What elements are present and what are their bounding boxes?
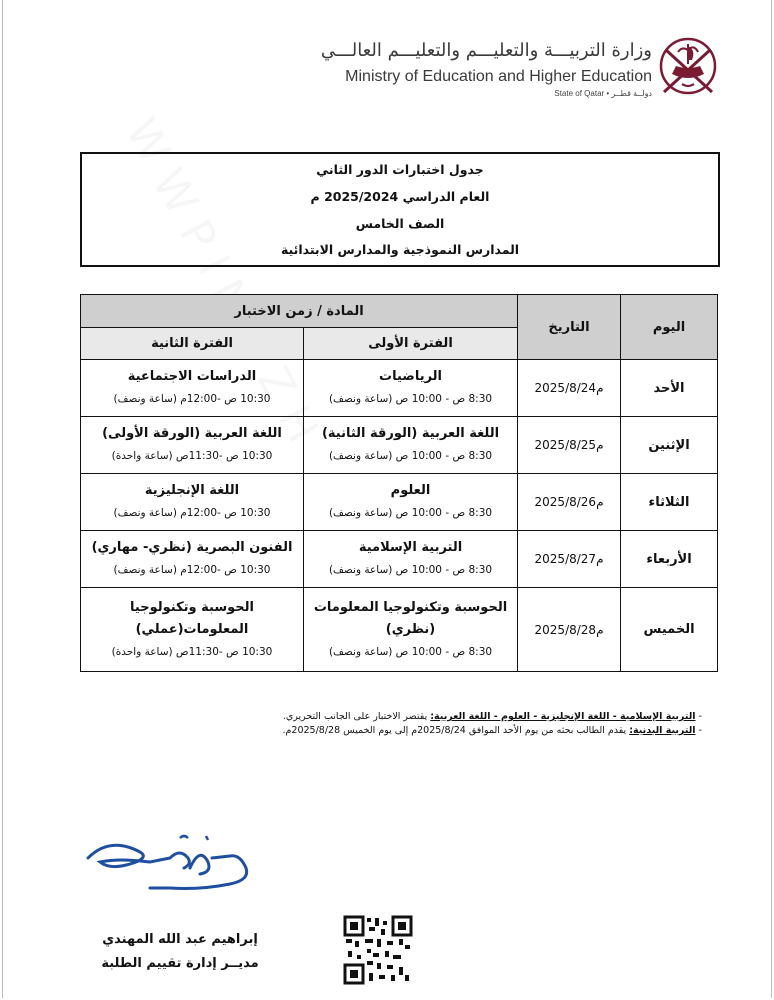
second-period-cell (81, 588, 304, 672)
schedule-title: جدول اختبارات الدور الثاني (316, 162, 484, 177)
note-text: يقدم الطالب بحثه من يوم الأحد الموافق 2025/8/24م إلى يوم الخميس 2025/8/28م. (282, 725, 630, 736)
first-period-cell (304, 588, 518, 672)
date-cell: 2025/8/27م (518, 531, 621, 588)
day-cell: الإثنين (621, 417, 718, 474)
day-cell: الأربعاء (621, 531, 718, 588)
exam-time: 8:30 ص - 10:00 ص (ساعة ونصف) (328, 507, 493, 519)
subject-name: التربية الإسلامية (358, 540, 463, 555)
note-subjects: التربية الإسلامية - اللغة الإنجليزية - العلوم - اللغة العربية: (430, 711, 696, 722)
exam-time: 10:30 ص -11:30ص (ساعة واحدة) (111, 645, 273, 658)
table-row (81, 588, 718, 672)
subject-name: اللغة الإنجليزية (144, 483, 240, 498)
header-second-period: الفترة الثانية (81, 328, 304, 360)
subject-note: (نظري) (385, 621, 436, 637)
header-date: التاريخ (518, 295, 621, 360)
exam-time: 10:30 ص -11:30ص (ساعة واحدة) (111, 450, 273, 462)
date-cell: 2025/8/25م (518, 417, 621, 474)
signatory-title: مديــر إدارة تقييم الطلبة (101, 956, 259, 971)
subject-name: الحوسبة وتكنولوجيا المعلومات (313, 599, 508, 615)
exam-time: 8:30 ص - 10:00 ص (ساعة ونصف) (328, 450, 493, 462)
exam-title-box (80, 152, 720, 267)
exam-time: 10:30 ص -12:00م (ساعة ونصف) (113, 393, 271, 405)
day-cell: الثلاثاء (621, 474, 718, 531)
academic-year: العام الدراسي 2025/2024 م (310, 189, 490, 204)
note-text: يقتصر الاختبار على الجانب التحريري. (282, 711, 431, 722)
exam-time: 8:30 ص - 10:00 ص (ساعة ونصف) (328, 645, 493, 658)
note-written-exam: - التربية الإسلامية - اللغة الإنجليزية - العلوم - اللغة العربية: يقتصر الاختبار على الجانب التحريري. (282, 711, 702, 722)
second-period-cell (81, 531, 304, 588)
second-period-cell (81, 360, 304, 417)
date-cell: 2025/8/28م (518, 588, 621, 672)
qatar-emblem-icon (652, 30, 724, 102)
exam-schedule-table (80, 294, 718, 672)
signatory-name: إبراهيم عبد الله المهندي (102, 932, 258, 947)
header-subject-time: المادة / زمن الاختبار (81, 295, 518, 328)
header-day: اليوم (621, 295, 718, 360)
table-row (81, 417, 718, 474)
exam-time: 8:30 ص - 10:00 ص (ساعة ونصف) (328, 393, 493, 405)
qr-code-icon (343, 915, 413, 985)
first-period-cell (304, 474, 518, 531)
second-period-cell (81, 417, 304, 474)
signature-icon (80, 828, 260, 900)
notes (283, 710, 702, 738)
state-label: State of Qatar • دولــة قطــر (554, 89, 652, 98)
subject-name: الفنون البصرية (نظري- مهاري) (91, 540, 293, 555)
exam-time: 10:30 ص -12:00م (ساعة ونصف) (113, 507, 271, 519)
first-period-cell (304, 360, 518, 417)
subject-name: الرياضيات (379, 369, 443, 384)
exam-time: 10:30 ص -12:00م (ساعة ونصف) (113, 564, 271, 576)
subject-name: الدراسات الاجتماعية (127, 369, 257, 384)
table-row (81, 360, 718, 417)
header-first-period: الفترة الأولى (304, 328, 518, 360)
subject-name: العلوم (390, 483, 431, 498)
subject-name: اللغة العربية (الورقة الثانية) (321, 426, 500, 441)
date-cell: 2025/8/24م (518, 360, 621, 417)
grade-label: الصف الخامس (355, 216, 445, 231)
day-cell: الخميس (621, 588, 718, 672)
note-physical-education: - التربية البدنية: يقدم الطالب بحثه من يوم الأحد الموافق 2025/8/24م إلى يوم الخميس 2025/8/28م. (282, 725, 702, 736)
second-period-cell (81, 474, 304, 531)
first-period-cell (304, 531, 518, 588)
ministry-name-english: Ministry of Education and Higher Education (345, 68, 652, 85)
table-row (81, 474, 718, 531)
table-row (81, 531, 718, 588)
subject-name: الحوسبة وتكنولوجيا المعلومات(عملي) (130, 599, 254, 637)
day-cell: الأحد (621, 360, 718, 417)
exam-time: 8:30 ص - 10:00 ص (ساعة ونصف) (328, 564, 493, 576)
note-subject: التربية البدنية: (629, 725, 696, 736)
date-cell: 2025/8/26م (518, 474, 621, 531)
ministry-name-arabic: وزارة التربيـــة والتعليـــم والتعليـــم العالـــي (320, 40, 652, 61)
subject-name: اللغة العربية (الورقة الأولى) (102, 426, 282, 441)
first-period-cell (304, 417, 518, 474)
schools-label: المدارس النموذجية والمدارس الابتدائية (280, 242, 520, 257)
